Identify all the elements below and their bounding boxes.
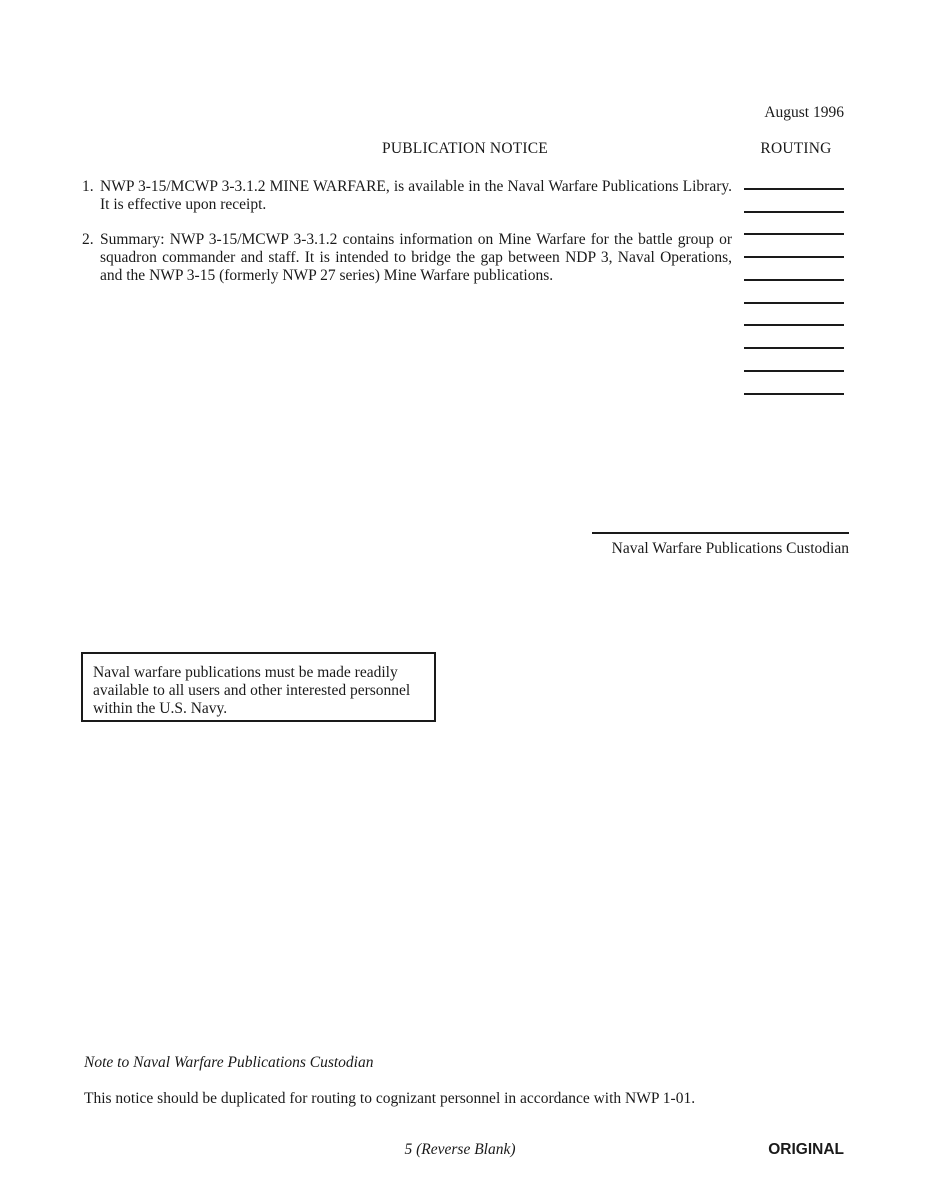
routing-line-7 (744, 324, 844, 326)
routing-header: ROUTING (760, 140, 832, 157)
item-text: NWP 3-15/MCWP 3-3.1.2 MINE WARFARE, is available in the Naval Warfare Publications Library. It is effective upon receipt. (100, 178, 732, 213)
routing-line-8 (744, 347, 844, 349)
routing-line-6 (744, 302, 844, 304)
footer-status: ORIGINAL (768, 1141, 844, 1158)
item-text: Summary: NWP 3-15/MCWP 3-3.1.2 contains information on Mine Warfare for the battle group or squadron commander and staff. It is intended to bridge the gap between NDP 3, Naval Operations, and the NWP 3-15 (formerly NWP 27 series) Mine Warfare publications. (100, 231, 732, 284)
signature-line (592, 532, 849, 534)
item-number: 1. (82, 178, 94, 195)
page-title: PUBLICATION NOTICE (382, 140, 548, 157)
footer-page-number: 5 (Reverse Blank) (404, 1141, 516, 1158)
boxed-note-text: Naval warfare publications must be made readily available to all users and other interested personnel within the U.S. Navy. (93, 664, 411, 717)
routing-line-10 (744, 393, 844, 395)
notice-date: August 1996 (764, 104, 844, 121)
custodian-note-title: Note to Naval Warfare Publications Custodian (84, 1054, 374, 1071)
routing-line-5 (744, 279, 844, 281)
routing-line-4 (744, 256, 844, 258)
routing-line-9 (744, 370, 844, 372)
signature-label: Naval Warfare Publications Custodian (611, 540, 849, 557)
notice-item-2 (82, 231, 732, 285)
notice-item-1 (82, 178, 732, 214)
item-number: 2. (82, 231, 94, 248)
routing-line-1 (744, 188, 844, 190)
boxed-note (81, 652, 436, 722)
routing-line-3 (744, 233, 844, 235)
custodian-note-body: This notice should be duplicated for routing to cognizant personnel in accordance with NWP 1-01. (84, 1090, 696, 1107)
routing-line-2 (744, 211, 844, 213)
